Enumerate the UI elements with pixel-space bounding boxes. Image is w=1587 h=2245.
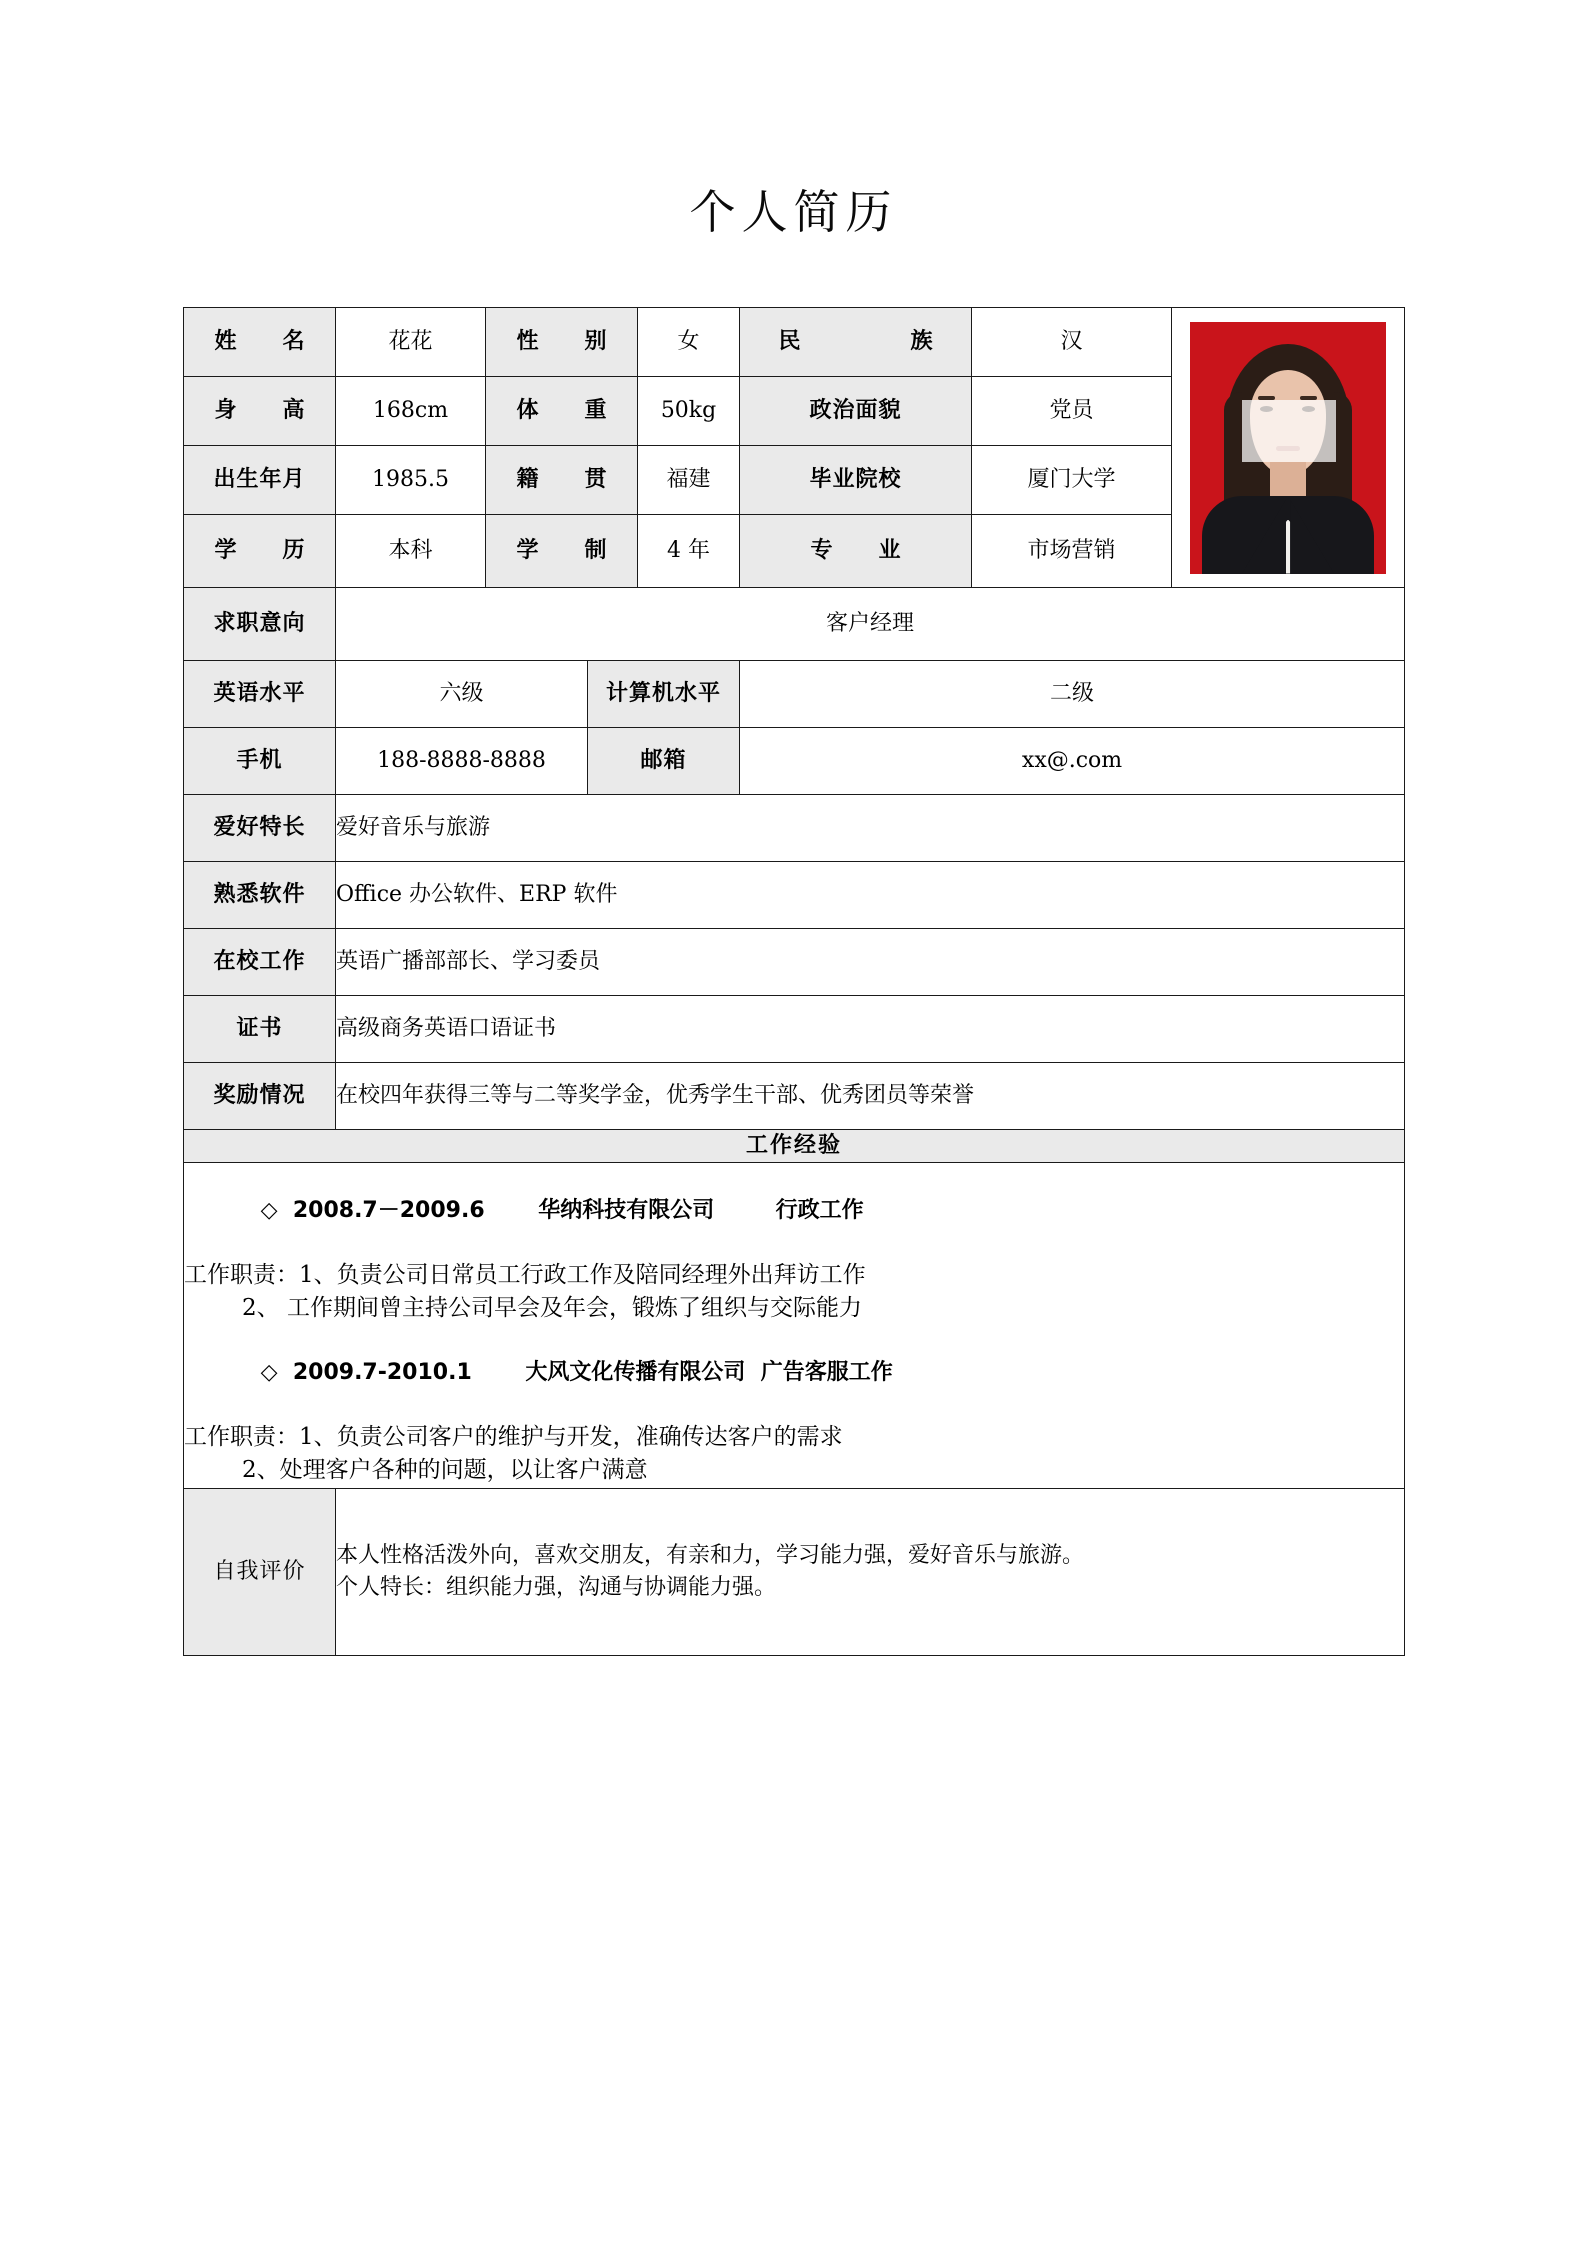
work-entry-period: 2008.7－2009.6 [292, 1197, 485, 1223]
table-row [184, 728, 1405, 795]
photo-redaction-overlay [1242, 400, 1336, 462]
work-entry-period: 2009.7-2010.1 [292, 1360, 472, 1386]
value-program-length: 4 年 [638, 515, 740, 588]
value-birth-date: 1985.5 [336, 446, 486, 515]
value-political-status: 党员 [972, 377, 1172, 446]
value-hometown: 福建 [638, 446, 740, 515]
value-software: Office 办公软件、ERP 软件 [336, 862, 1405, 929]
label-ethnicity: 民 族 [740, 308, 972, 377]
value-awards: 在校四年获得三等与二等奖学金，优秀学生干部、优秀团员等荣誉 [336, 1063, 1405, 1130]
value-campus-work: 英语广播部部长、学习委员 [336, 929, 1405, 996]
work-experience-body [184, 1162, 1405, 1488]
label-weight: 体 重 [486, 377, 638, 446]
table-row [184, 1488, 1405, 1655]
label-phone: 手机 [184, 728, 336, 795]
work-entry-heading [184, 1325, 1404, 1421]
avatar [1172, 308, 1405, 588]
table-row [184, 929, 1405, 996]
table-row [184, 862, 1405, 929]
table-row [184, 1063, 1405, 1130]
id-photo [1190, 322, 1386, 574]
table-row [184, 308, 1405, 377]
value-weight: 50kg [638, 377, 740, 446]
value-certificates: 高级商务英语口语证书 [336, 996, 1405, 1063]
work-entry-duty: 2、 工作期间曾主持公司早会及年会，锻炼了组织与交际能力 [242, 1294, 862, 1321]
page-title: 个人简历 [689, 185, 898, 239]
label-job-intention: 求职意向 [184, 588, 336, 661]
self-evaluation-line: 个人特长：组织能力强，沟通与协调能力强。 [336, 1574, 777, 1600]
label-name: 姓 名 [184, 308, 336, 377]
label-campus-work: 在校工作 [184, 929, 336, 996]
value-university: 厦门大学 [972, 446, 1172, 515]
resume-table [183, 307, 1405, 1656]
label-awards: 奖励情况 [184, 1063, 336, 1130]
value-gender: 女 [638, 308, 740, 377]
work-entry-duty: 工作职责：1、负责公司日常员工行政工作及陪同经理外出拜访工作 [184, 1261, 866, 1288]
value-ethnicity: 汉 [972, 308, 1172, 377]
table-row [184, 588, 1405, 661]
value-computer-level: 二级 [740, 661, 1405, 728]
label-height: 身 高 [184, 377, 336, 446]
label-certificates: 证书 [184, 996, 336, 1063]
label-gender: 性 别 [486, 308, 638, 377]
label-political-status: 政治面貌 [740, 377, 972, 446]
value-email: xx@.com [740, 728, 1405, 795]
label-hobbies: 爱好特长 [184, 795, 336, 862]
work-entry-role: 广告客服工作 [760, 1360, 893, 1386]
label-hometown: 籍 贯 [486, 446, 638, 515]
value-phone: 188-8888-8888 [336, 728, 588, 795]
label-program-length: 学 制 [486, 515, 638, 588]
label-software: 熟悉软件 [184, 862, 336, 929]
label-email: 邮箱 [588, 728, 740, 795]
work-entry-heading [184, 1163, 1404, 1259]
table-row [184, 1130, 1405, 1163]
table-row [184, 1162, 1405, 1488]
label-english-level: 英语水平 [184, 661, 336, 728]
value-english-level: 六级 [336, 661, 588, 728]
section-header-work-experience: 工作经验 [184, 1130, 1405, 1163]
value-job-intention: 客户经理 [336, 588, 1405, 661]
work-entry-duty: 工作职责：1、负责公司客户的维护与开发，准确传达客户的需求 [184, 1423, 843, 1450]
value-major: 市场营销 [972, 515, 1172, 588]
work-entry-bullet-icon: ◇ [260, 1197, 278, 1223]
value-name: 花花 [336, 308, 486, 377]
label-birth-date: 出生年月 [184, 446, 336, 515]
work-entry-role: 行政工作 [775, 1197, 864, 1223]
table-row [184, 661, 1405, 728]
label-university: 毕业院校 [740, 446, 972, 515]
label-computer-level: 计算机水平 [588, 661, 740, 728]
work-entry-company: 大风文化传播有限公司 [525, 1360, 746, 1386]
work-entry-company: 华纳科技有限公司 [538, 1197, 715, 1223]
value-hobbies: 爱好音乐与旅游 [336, 795, 1405, 862]
self-evaluation-line: 本人性格活泼外向，喜欢交朋友，有亲和力，学习能力强，爱好音乐与旅游。 [336, 1542, 1085, 1568]
label-major: 专 业 [740, 515, 972, 588]
label-self-evaluation: 自我评价 [184, 1488, 336, 1655]
label-education: 学 历 [184, 515, 336, 588]
value-self-evaluation [336, 1488, 1405, 1655]
value-height: 168cm [336, 377, 486, 446]
value-education: 本科 [336, 515, 486, 588]
work-entry-duty: 2、处理客户各种的问题，以让客户满意 [242, 1457, 648, 1484]
work-entry-bullet-icon: ◇ [260, 1360, 278, 1386]
table-row [184, 795, 1405, 862]
table-row [184, 996, 1405, 1063]
